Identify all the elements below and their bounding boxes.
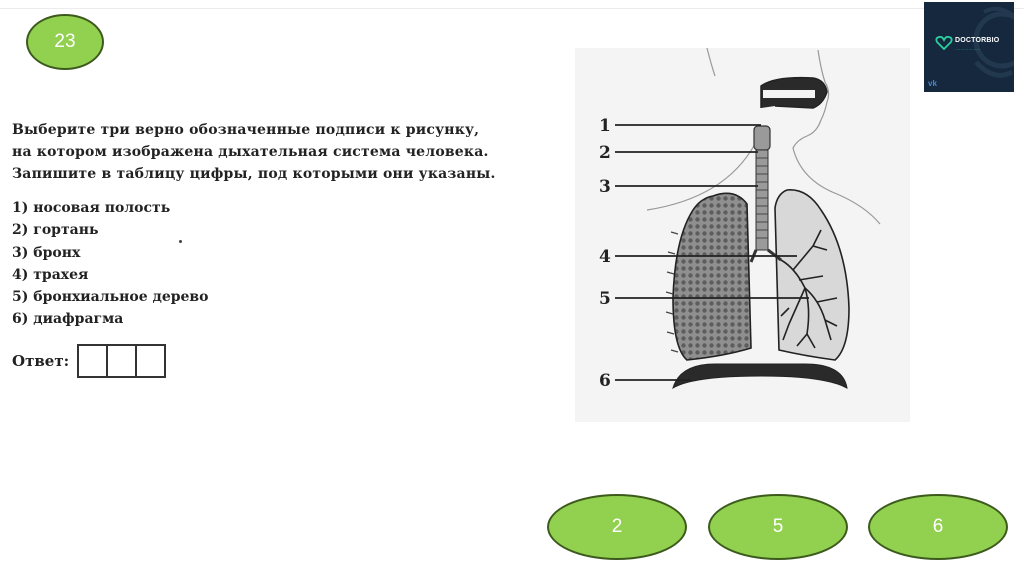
diagram-label: 2 [599,143,611,163]
stray-dot [179,240,182,243]
diaphragm [673,364,847,388]
option-item: 5) бронхиальное дерево [12,289,209,306]
option-item: 6) диафрагма [12,311,124,328]
doctorbio-logo [924,2,1014,92]
nasal-passage [763,90,815,98]
diagram-label: 6 [599,371,611,391]
answer-badge[interactable]: 6 [868,494,1008,560]
question-text [12,119,542,185]
answer-label: Ответ: [12,352,70,370]
answer-row [12,344,166,378]
option-item: 2) гортань [12,222,99,239]
top-border [0,0,1024,9]
question-line: Выберите три верно обозначенные подписи к рисунку, [12,122,480,138]
question-line: Запишите в таблицу цифры, под которыми они указаны. [12,166,496,182]
diagram-label: 4 [599,247,611,267]
logo-tagline: ··················· [955,47,981,52]
answer-table[interactable] [77,344,166,378]
logo-name: DOCTORBIO [955,37,1000,44]
respiratory-system-diagram [575,48,910,422]
option-item: 3) бронх [12,244,81,261]
head-outline [707,48,715,76]
left-lung [673,193,751,360]
larynx [754,126,770,150]
slide-number-badge: 23 [26,14,104,70]
answer-cell[interactable] [108,346,137,376]
trachea [756,150,768,250]
question-line: на котором изображена дыхательная система человека. [12,144,489,160]
vk-icon[interactable]: vk [928,79,937,88]
diagram-label: 1 [599,116,611,136]
option-item: 1) носовая полость [12,200,171,216]
answer-cell[interactable] [137,346,164,376]
answer-badge[interactable]: 5 [708,494,848,560]
heart-stethoscope-icon [935,36,953,50]
answer-badge[interactable]: 2 [547,494,687,560]
diagram-label: 3 [599,177,611,197]
right-lung [775,190,849,360]
answer-options [12,197,209,331]
diagram-label: 5 [599,289,611,309]
option-item: 4) трахея [12,266,89,283]
answer-cell[interactable] [79,346,108,376]
